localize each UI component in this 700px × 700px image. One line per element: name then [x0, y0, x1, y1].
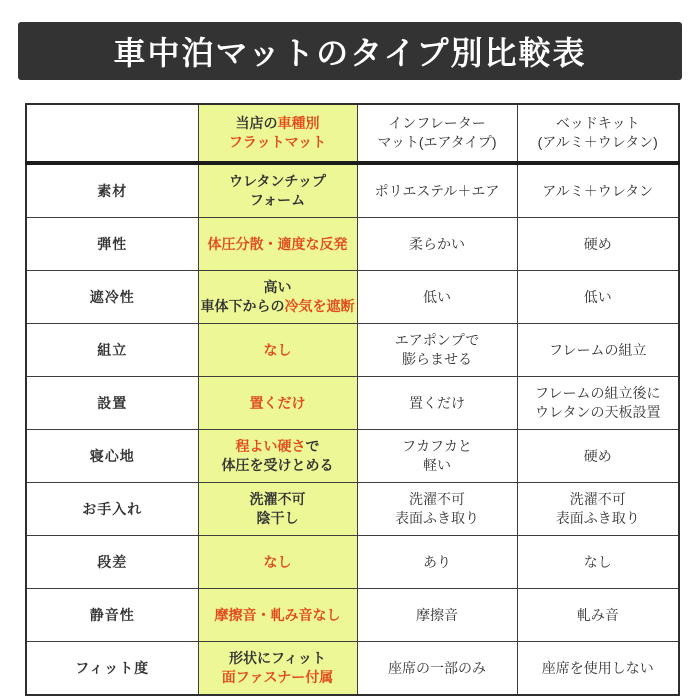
comparison-table — [25, 103, 680, 696]
cell-text: 洗濯不可 — [569, 491, 626, 507]
header-text: マット(エアタイプ) — [377, 134, 497, 150]
table-row — [26, 536, 679, 589]
cell-text: 置くだけ — [409, 394, 465, 411]
row-label: 静音性 — [26, 589, 198, 642]
page-title: 車中泊マットのタイプ別比較表 — [18, 22, 682, 80]
cell-text: なし — [583, 553, 612, 570]
cell-inflator — [357, 589, 517, 642]
cell-flat-mat — [198, 589, 357, 642]
header-inflator — [357, 104, 517, 163]
cell-inflator — [357, 324, 517, 377]
cell-text: 高い — [263, 279, 292, 295]
cell-text: 車体下からの — [200, 298, 285, 314]
row-label: 設置 — [26, 377, 198, 430]
cell-text: 程よい硬さ — [235, 438, 306, 454]
table-row — [26, 271, 679, 324]
cell-text: 洗濯不可 — [409, 491, 465, 507]
cell-bedkit — [517, 324, 679, 377]
table-row — [26, 377, 679, 430]
cell-text: 面ファスナー付属 — [221, 669, 334, 685]
cell-text: 低い — [583, 288, 612, 305]
cell-inflator — [357, 218, 517, 271]
header-text: 車種別 — [277, 115, 320, 131]
cell-flat-mat — [198, 218, 357, 271]
table-row — [26, 589, 679, 642]
cell-text: 形状にフィット — [229, 650, 326, 666]
header-bedkit — [517, 104, 679, 163]
cell-bedkit — [517, 536, 679, 589]
cell-bedkit — [517, 163, 679, 218]
cell-text: ウレタンの天板設置 — [535, 404, 661, 420]
cell-text: 体圧を受けとめる — [221, 457, 334, 473]
cell-inflator — [357, 642, 517, 696]
cell-flat-mat — [198, 271, 357, 324]
cell-text: 硬め — [583, 235, 612, 252]
cell-flat-mat — [198, 377, 357, 430]
row-label: 組立 — [26, 324, 198, 377]
cell-text: 摩擦音 — [416, 606, 458, 623]
table-row — [26, 163, 679, 218]
header-text: フラットマット — [228, 134, 327, 150]
cell-bedkit — [517, 642, 679, 696]
cell-flat-mat — [198, 324, 357, 377]
cell-text: 座席を使用しない — [541, 659, 654, 676]
corner-cell — [26, 104, 198, 163]
table-row — [26, 642, 679, 696]
cell-text: 軋み音 — [576, 606, 619, 623]
table-row — [26, 218, 679, 271]
cell-flat-mat — [198, 642, 357, 696]
cell-bedkit — [517, 271, 679, 324]
cell-text: 低い — [423, 288, 451, 305]
header-text: インフレーター — [388, 115, 486, 131]
cell-bedkit — [517, 483, 679, 536]
cell-flat-mat — [198, 163, 357, 218]
cell-text: 柔らかい — [409, 235, 465, 252]
cell-text: 陰干し — [256, 510, 299, 526]
cell-bedkit — [517, 218, 679, 271]
header-text: 当店の — [235, 115, 278, 131]
table-row — [26, 483, 679, 536]
cell-inflator — [357, 271, 517, 324]
row-label: 寝心地 — [26, 430, 198, 483]
cell-text: 表面ふき取り — [555, 510, 640, 526]
cell-text: ウレタンチップ — [228, 173, 327, 189]
header-text: ベッドキット — [555, 115, 640, 131]
cell-bedkit — [517, 430, 679, 483]
cell-inflator — [357, 430, 517, 483]
cell-bedkit — [517, 589, 679, 642]
cell-text: 置くだけ — [249, 394, 306, 411]
cell-text: 表面ふき取り — [395, 510, 479, 526]
cell-flat-mat — [198, 430, 357, 483]
cell-text: 軽い — [423, 457, 451, 473]
cell-inflator — [357, 163, 517, 218]
row-label: 遮冷性 — [26, 271, 198, 324]
cell-bedkit — [517, 377, 679, 430]
row-label: お手入れ — [26, 483, 198, 536]
cell-text: で — [305, 438, 320, 454]
cell-text: 硬め — [583, 447, 612, 464]
cell-text: フレームの組立後に — [535, 385, 661, 401]
cell-text: 冷気を遮断 — [284, 298, 355, 314]
cell-text: フォーム — [249, 192, 306, 208]
cell-text: なし — [263, 341, 292, 358]
row-label: 弾性 — [26, 218, 198, 271]
cell-inflator — [357, 536, 517, 589]
row-label: フィット度 — [26, 642, 198, 696]
cell-flat-mat — [198, 483, 357, 536]
cell-text: 座席の一部のみ — [388, 659, 486, 676]
cell-text: ポリエステル＋エア — [374, 182, 500, 199]
cell-text: 洗濯不可 — [249, 491, 306, 507]
cell-text: 膨らませる — [402, 351, 472, 367]
cell-flat-mat — [198, 536, 357, 589]
cell-text: 摩擦音・軋み音なし — [214, 606, 341, 623]
cell-text: フレームの組立 — [549, 341, 647, 358]
table-row — [26, 430, 679, 483]
cell-inflator — [357, 483, 517, 536]
cell-text: アルミ＋ウレタン — [542, 182, 654, 199]
header-flat-mat — [198, 104, 357, 163]
header-row — [26, 104, 679, 163]
cell-text: なし — [263, 553, 292, 570]
cell-text: フカフカと — [402, 438, 472, 454]
row-label: 段差 — [26, 536, 198, 589]
cell-text: エアポンプで — [394, 332, 480, 348]
row-label: 素材 — [26, 163, 198, 218]
table-row — [26, 324, 679, 377]
cell-inflator — [357, 377, 517, 430]
cell-text: あり — [423, 553, 451, 570]
cell-text: 体圧分散・適度な反発 — [207, 235, 348, 252]
header-text: (アルミ＋ウレタン) — [537, 134, 658, 150]
